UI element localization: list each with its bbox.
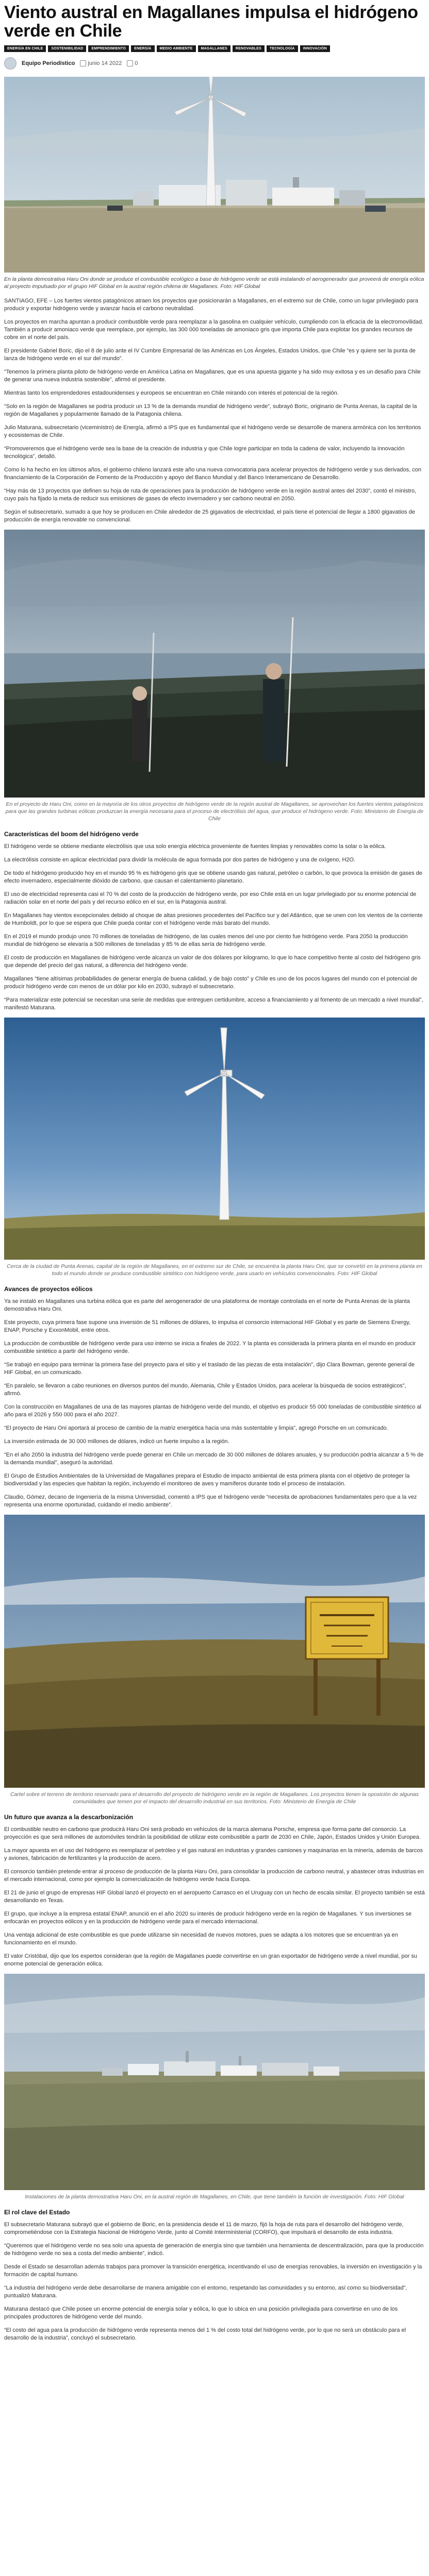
paragraph: Maturana destacó que Chile posee un enorme potencial de energía solar y eólica, lo que lo ubica en una posición privilegiada para convertirse en uno de los principales productores de hidrógeno verde del mundo. [4,2306,398,2320]
paragraph: En el 2019 el mundo produjo unos 70 millones de toneladas de hidrógeno, de las cuales menos del uno por ciento fue hidrógeno verde. Para 2050 la producción mundial de hidrógeno se elevaría a 500 millones de toneladas y 85 % de ellas sería de hidrógeno verde. [4,934,408,947]
paragraph: La electrólisis consiste en aplicar electricidad para dividir la molécula de agua formada por dos partes de hidrógeno y una de oxígeno, H2O. [4,857,356,863]
paragraph: Mientras tanto los emprendedores estadounidenses y europeos se encuentran en Chile mirando con interés el potencial de la región. [4,390,339,396]
paragraph: SANTIAGO, EFE – Los fuertes vientos patagónicos atraen los proyectos que posicionarán a Magallanes, en el extremo sur de Chile, como un lugar privilegiado para producir y exportar hidrógeno verde y avanzar hacia el carbono neutralidad. [4,298,418,312]
paragraph: “Promoveremos que el hidrógeno verde sea la base de la creación de industria y que Chile logre participar en toda la cadena de valor, incluyendo la innovación tecnológica”, detalló. [4,446,405,460]
plant-photo-caption: Instalaciones de la planta demostrativa Haru Oni, en la austral región de Magallanes, en Chile, que tiene también la función de investigación. Foto: HIF Global [25,2194,404,2200]
paragraph: El consorcio también pretende entrar al proceso de producción de la planta Haru Oni, para consolidar la producción de carbono neutral, y abastecer otras industrias en el mercado internacional, como por ejemplo la comercialización de hidrógeno verde hacia Europa. [4,1869,424,1883]
paragraph: “Se trabajó en equipo para terminar la primera fase del proyecto para el sitio y el traslado de las piezas de esta instalación”, dijo Clara Bowman, gerente general de HIF Global, en un comunicado. [4,1362,415,1376]
paragraph: “En el año 2050 la industria del hidrógeno verde puede generar en Chile un mercado de 30 000 millones de dólares anuales, y su producción podría alcanzar a 5 % de la demanda mundial”, aseguró la autoridad. [4,1452,424,1466]
plant-photo [4,1974,425,2190]
paragraph: El hidrógeno verde se obtiene mediante electrólisis que usa solo energía eléctrica proveniente de fuentes limpias y renovables como la solar o la eólica. [4,843,386,850]
sign-photo-caption: Cartel sobre el terreno de territorio reservado para el desarrollo del proyecto de hidrógeno verde en la región de Magallanes. Los proyectos tienen la oposición de algunas comunidades que temen por el impacto del desarrollo industrial en sus territorios. Foto: Ministerio de Energía de Chile [10,1791,419,1805]
paragraph: El 21 de junio el grupo de empresas HIF Global lanzó el proyecto en el aeropuerto Carrasco en el Uruguay con un hecho de escala similar. El proyecto también se está desarrollando en Texas. [4,1890,425,1904]
paragraph: El costo de producción en Magallanes de hidrógeno verde alcanza un valor de dos dólares por kilogramo, lo que lo hace competitivo frente al costo del hidrógeno gris que depende del precio del gas natural, a diferencia del hidrógeno verde. [4,955,421,969]
paragraph: El presidente Gabriel Boric, dijo el 8 de julio ante el IV Cumbre Empresarial de las Américas en Los Ángeles, Estados Unidos, que Chile “es y quiere ser la punta de lanza de hidrógeno verde en el sur del mundo”. [4,348,416,362]
author-name[interactable]: Equipo Periodístico [22,60,75,66]
section-wind-projects [4,1285,425,1509]
paragraph: “El costo del agua para la producción de hidrógeno verde representa menos del 1 % del costo total del hidrógeno verde, por lo que no será un obstáculo para el desarrollo de la industria”, concluyó el subsecretario. [4,2327,406,2341]
coast-photo [4,530,425,798]
paragraph: De todo el hidrógeno producido hoy en el mundo 95 % es hidrógeno gris que se obtiene usando gas natural, petróleo o carbón, lo que provoca la emisión de gases de efecto invernadero, especialmente dióxido de carbono, que causan el calentamiento planetario. [4,870,422,884]
section-characteristics [4,831,425,1012]
section-heading: El rol clave del Estado [4,2209,70,2216]
paragraph: “Para materializar este potencial se necesitan una serie de medidas que entreguen certidumbre, acceso a financiamiento y al fomento de un mercado a nivel mundial”, manifestó Maturana. [4,997,423,1011]
tag[interactable]: TECNOLOGÍA [267,45,298,52]
tag[interactable]: SOSTENIBILIDAD [48,45,86,52]
sign-photo-image [4,1515,425,1788]
paragraph: Desde el Estado se desarrollan además trabajos para promover la transición energética, incentivando el uso de energías renovables, la inversión en investigación y la formación de capital humano. [4,2264,422,2278]
section-heading: Características del boom del hidrógeno verde [4,831,139,838]
turbine-photo-image [4,1018,425,1260]
tag[interactable]: RENOVABLES [233,45,265,52]
paragraph: Con la construcción en Magallanes de una de las mayores plantas de hidrógeno verde del mundo, el objetivo es producir 55 000 toneladas de combustible sintético al año para el 2026 y 550 000 para el año 2027. [4,1404,422,1418]
tag[interactable]: INNOVACIÓN [300,45,330,52]
coast-photo-image [4,530,425,798]
tag-list [4,45,425,52]
date-text: junio 14 2022 [88,60,122,66]
plant-photo-image [4,1974,425,2190]
tag[interactable]: EMPRENDIMIENTO [88,45,129,52]
section-future [4,1814,425,1968]
paragraph: Una ventaja adicional de este combustible es que puede utilizarse sin necesidad de nuevos motores, pues se adapta a los motores que se encuentran ya en funcionamiento en el mundo. [4,1932,398,1946]
coast-photo-caption: En el proyecto de Haru Oni, como en la mayoría de los otros proyectos de hidrógeno verde de la región austral de Magallanes, se aprovechan los fuertes vientos patagónicos para que las grandes turbinas eólicas produzcan la energía necesaria para el proceso de electrólisis del agua, que produce el hidrógeno verde. Foto: Ministerio de Energía de Chile [5,801,424,822]
paragraph: Claudio, Gómez, decano de Ingeniería de la misma Universidad, comentó a IPS que el hidrógeno verde “necesita de aprobaciones fundamentales pero que a la vez representa una enorme oportunidad, cuidando el medio ambiente”. [4,1494,417,1508]
paragraph: “Queremos que el hidrógeno verde no sea solo una apuesta de generación de energía sino que también una herramienta de descentralización, para que la producción de hidrógeno verde no sea a costa del medio ambiente”, indicó. [4,2243,424,2257]
paragraph: La mayor apuesta en el uso del hidrógeno es reemplazar el petróleo y el gas natural en industrias y grandes camiones y maquinarias en la minería, además de barcos y aviones, fabricación de fertilizantes y la producción de acero. [4,1848,423,1861]
paragraph: La producción de combustible de hidrógeno verde para uso interno se inicia a finales de 2022. Y la planta es considerada la primera planta en el mundo en producir combustible sintético a partir del hidrógeno verde. [4,1341,416,1354]
avatar [4,57,16,70]
paragraph: El grupo, que incluye a la empresa estatal ENAP, anunció en el año 2020 su interés de producir hidrógeno verde en la región de Magallanes. Y sus inversiones se enfocarán en proyectos eólicos y en la producción de hidrógeno verde para el mercado internacional. [4,1911,412,1925]
paragraph: El uso de electricidad representa casi el 70 % del costo de la producción de hidrógeno verde, por eso Chile está en un lugar privilegiado por su enorme potencial de radiación solar en el norte del país y del recurso eólico en el sur, en la Patagonia austral. [4,891,417,905]
section-heading: Un futuro que avanza a la descarbonización [4,1814,134,1821]
publish-date [80,60,122,66]
tag[interactable]: MEDIO AMBIENTE [157,45,196,52]
paragraph: Según el subsecretario, sumado a que hoy se producen en Chile alrededor de 25 gigavatios de electricidad, el país tiene el potencial de llegar a 1800 gigavatios de producción de energía renovable no convencional. [4,509,415,523]
paragraph: El valor Cristóbal, dijo que los expertos consideran que la región de Magallanes puede convertirse en un gran exportador de hidrógeno verde a nivel mundial, por su enorme potencial de generación eólica. [4,1953,418,1967]
article [0,3,429,2342]
paragraph: “Solo en la región de Magallanes se podría producir un 13 % de la demanda mundial de hidrógeno verde”, subrayó Boric, originario de Punta Arenas, la capital de la región de Magallanes y popularmente llamado de la Patagonia chilena. [4,403,417,417]
sign-photo [4,1515,425,1788]
paragraph: “El proyecto de Haru Oni aportará al proceso de cambio de la matriz energética hacia una más sustentable y limpia”, agregó Porsche en un comunicado. [4,1425,388,1431]
section-intro [4,297,425,524]
clock-icon [80,60,86,66]
tag[interactable]: ENERGÍA EN CHILE [4,45,46,52]
comment-count-text: 0 [135,60,138,66]
paragraph: El combustible neutro en carbono que producirá Haru Oni será probado en vehículos de la marca alemana Porsche, empresa que forma parte del consorcio. La proyección es que será millones de automóviles tendrán la posibilidad de utilizar este combustible a partir de 2030 en Chile, Japón, Estados Unidos y Unión Europea. [4,1826,421,1840]
paragraph: El subsecretario Maturana subrayó que el gobierno de Boric, en la presidencia desde el 11 de marzo, fijó la hoja de ruta para el desarrollo del hidrógeno verde, comprometiéndose con la Estrategia Nacional de Hidrógeno Verde, junto al Comité Interministerial (CORFO), que impulsará el desarrollo de esta industria. [4,2222,404,2235]
section-heading: Avances de proyectos eólicos [4,1285,93,1293]
paragraph: Como lo ha hecho en los últimos años, el gobierno chileno lanzará este año una nueva convocatoria para acelerar proyectos de hidrógeno verde y sus derivados, con financiamiento de la Corporación de Fomento de la Producción y apoyo del Banco Mundial y del Banco Interamericano de Desarrollo. [4,467,421,481]
article-title: Viento austral en Magallanes impulsa el hidrógeno verde en Chile [4,3,418,41]
paragraph: El Grupo de Estudios Ambientales de la Universidad de Magallanes prepara el Estudio de impacto ambiental de esta primera planta con el objetivo de proteger la biodiversidad y las especies que habitan la región, incluyendo el monitoreo de aves y mamíferos durante todo el proceso de instalación. [4,1473,410,1487]
section-state-role [4,2209,425,2342]
tag[interactable]: MAGALLANES [198,45,230,52]
lead-photo-image [4,77,425,273]
comment-count[interactable] [127,60,138,66]
paragraph: “Tenemos la primera planta piloto de hidrógeno verde en América Latina en Magallanes, que es una apuesta gigante y ha sido muy exitosa y es un desafío para Chile de generar una nueva industria sostenible”, afirmó el presidente. [4,369,421,383]
paragraph: En Magallanes hay vientos excepcionales debido al choque de altas presiones procedentes del Pacífico sur y del Atlántico, que se unen con los vientos de la corriente de Humboldt, por lo que se espera que Chile pueda contar con el hidrógeno verde más barato del mundo. [4,912,423,926]
tag[interactable]: ENERGÍA [131,45,154,52]
lead-photo-caption: En la planta demostrativa Haru Oni donde se produce el combustible ecológico a base de hidrógeno verde se está instalando el aerogenerador que proveerá de energía eólica al proyecto impulsado por el grupo HIF Global en la austral región chilena de Magallanes. Foto: HIF Global [4,276,424,290]
paragraph: “En paralelo, se llevaron a cabo reuniones en diversos puntos del mundo, Alemania, Chile y Estados Unidos, para acelerar la búsqueda de socios estratégicos”, afirmó. [4,1383,406,1397]
paragraph: La inversión estimada de 30 000 millones de dólares, indicó un fuerte impulso a la región. [4,1438,229,1445]
paragraph: Julio Maturana, subsecretario (viceministro) de Energía, afirmó a IPS que es fundamental que el hidrógeno verde se desarrolle de manera armónica con los territorios y ecosistemas de Chile. [4,425,421,438]
byline [4,57,425,70]
paragraph: “Hay más de 13 proyectos que definen su hoja de ruta de operaciones para la producción de hidrógeno verde en la región austral antes del 2030”, contó el ministro, cuyo país ha fijado la meta de reducir sus emisiones de gases de efecto invernadero y ser carbono neutral en 2050. [4,488,417,502]
paragraph: Los proyectos en marcha apuntan a producir combustible verde para reemplazar a la gasolina en cualquier vehículo, cumpliendo con la eficacia de la electromovilidad. También a producir amoniaco verde que reemplace, por ejemplo, las 300 000 toneladas de amoniaco gris que importa Chile para explotar los grandes recursos de cobre en el norte del país. [4,319,424,341]
paragraph: Magallanes “tiene altísimas probabilidades de generar energía de buena calidad, y de bajo costo” y Chile es uno de los pocos lugares del mundo con el potencial de producir hidrógeno verde con menos de un dólar por kilo en 2030, subrayó el subsecretario. [4,976,418,990]
paragraph: “La industria del hidrógeno verde debe desarrollarse de manera amigable con el entorno, respetando las comunidades y su entorno, así como su biodiversidad”, puntualizó Maturana. [4,2285,407,2299]
paragraph: Este proyecto, cuya primera fase supone una inversión de 51 millones de dólares, lo impulsa el consorcio internacional HIF Global y es parte de Siemens Energy, ENAP, Porsche y ExxonMobil, entre otros. [4,1319,410,1333]
paragraph: Ya se instaló en Magallanes una turbina eólica que es parte del aerogenerador de una plataforma de montaje controlada en el norte de Punta Arenas de la planta demostrativa Haru Oni. [4,1298,410,1312]
lead-photo [4,77,425,273]
comment-icon [127,60,133,66]
turbine-photo [4,1018,425,1260]
turbine-photo-caption: Cerca de la ciudad de Punta Arenas, capital de la región de Magallanes, en el extremo sur de Chile, se encuentra la planta Haru Oni, que se convirtió en la primera planta en todo el mundo donde se produce combustible sintético con hidrógeno verde, para usarlo en vehículos convencionales. Foto: HIF Global [7,1263,422,1277]
